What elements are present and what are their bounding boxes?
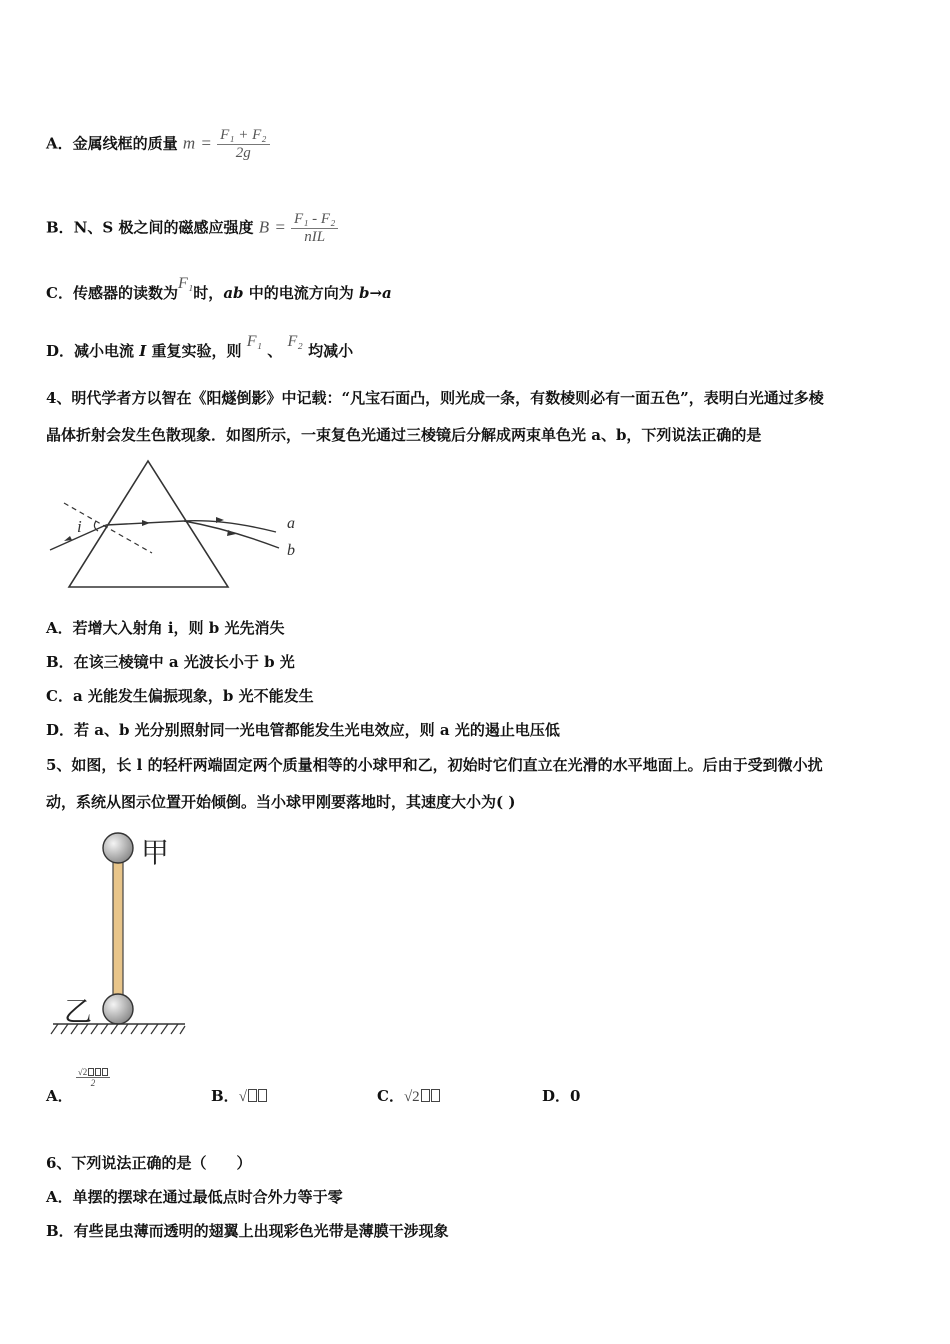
q3-option-b-var: B [258,217,270,237]
q5-option-b-label: B． [211,1087,239,1105]
q5-option-a-label: A． [46,1087,73,1105]
ball-top-label: 甲 [141,836,170,869]
q5-option-b [211,1085,267,1106]
q3-option-d [46,333,354,362]
q5-option-c-label: C． [377,1087,404,1105]
q3-option-c [46,275,392,304]
ray-arrow-1 [142,520,150,526]
q6-stem: 6、下列说法正确的是（ ） [46,1154,252,1172]
q4-option-c: C．a 光能发生偏振现象，b 光不能发生 [46,687,314,705]
q5-option-a-numerator: √2 [77,1067,88,1077]
q3-option-c-rest: 中的电流方向为 [243,284,359,302]
q5-option-a [46,1067,96,1106]
q5-option-a-fraction [76,1067,110,1088]
q3-option-d-end: 均减小 [302,342,354,360]
q3-option-c-ab: ab [223,284,244,302]
q3-option-a-numerator: F₁ + F₂ [217,127,269,145]
q3-option-d-f2: F₂ [287,333,303,350]
q3-option-b-eq: = [274,217,286,237]
q3-option-a-denominator: 2g [235,145,251,161]
q5-option-b-value: √ [238,1089,247,1105]
q3-option-a [46,127,270,162]
q5-option-c [377,1085,440,1106]
q4-option-a: A．若增大入射角 i，则 b 光先消失 [46,619,285,637]
q3-option-a-eq: = [200,133,212,153]
rod-figure [48,828,193,1040]
q3-option-b-denominator: nIL [304,229,326,245]
q3-option-a-var: m [182,133,196,153]
q3-option-a-fraction [217,127,269,162]
q5-stem-line2: 动，系统从图示位置开始倾倒。当小球甲刚要落地时，其速度大小为( ) [46,793,516,811]
q4-option-d: D．若 a、b 光分别照射同一光电管都能发生光电效应，则 a 光的遏止电压低 [46,721,560,739]
q3-option-d-current: I [139,342,147,360]
q5-option-a-denominator: 2 [90,1078,96,1088]
ray-a-line [184,521,276,532]
ray-a-label: a [287,515,295,532]
q5-option-d-value: 0 [570,1087,581,1105]
q3-option-c-text: C．传感器的读数为 [46,284,178,302]
q4-option-b: B．在该三棱镜中 a 光波长小于 b 光 [46,653,295,671]
q3-option-b-fraction [291,211,338,246]
q5-stem-line1: 5、如图，长 l 的轻杆两端固定两个质量相等的小球甲和乙，初始时它们直立在光滑的水平地面上。后由于受到微小扰 [46,756,823,774]
q3-option-b [46,211,338,246]
q3-option-b-numerator: F₁ - F₂ [291,211,338,229]
q6-option-a: A．单摆的摆球在通过最低点时合外力等于零 [46,1188,343,1206]
q6-option-b: B．有些昆虫薄而透明的翅翼上出现彩色光带是薄膜干涉现象 [46,1222,449,1240]
q4-stem-line2: 晶体折射会发生色散现象．如图所示，一束复色光通过三棱镜后分解成两束单色光 a、b，下列说法正确的是 [46,426,762,444]
ray-b-label: b [287,542,295,559]
q3-option-c-direction: b→a [358,284,392,302]
ball-bottom [103,994,133,1024]
ball-top [103,833,133,863]
q3-option-d-text: D．减小电流 [46,342,140,360]
q3-option-d-mid: 重复实验，则 [146,342,247,360]
q3-option-d-f1: F₁ [246,333,263,350]
ball-bottom-label: 乙 [64,995,93,1028]
q3-option-c-mid: 时， [193,284,224,302]
q5-option-d [542,1085,580,1106]
prism-triangle [69,461,228,587]
q3-option-b-text: B．N、S 极之间的磁感应强度 [46,218,254,237]
q5-option-d-label: D． [542,1087,571,1105]
prism-figure [44,455,314,595]
q4-stem-line1: 4、明代学者方以智在《阳燧倒影》中记载：“凡宝石面凸，则光成一条，有数棱则必有一面五色”，表明白光通过多棱 [46,389,824,407]
q5-option-c-value: √2 [403,1089,420,1105]
light-rod [113,860,123,1010]
incidence-angle-label: i [77,517,82,536]
q3-option-a-text: A．金属线框的质量 [46,134,178,153]
q3-option-d-sep: 、 [262,342,288,360]
q3-option-c-f1: F₁ [177,275,194,292]
